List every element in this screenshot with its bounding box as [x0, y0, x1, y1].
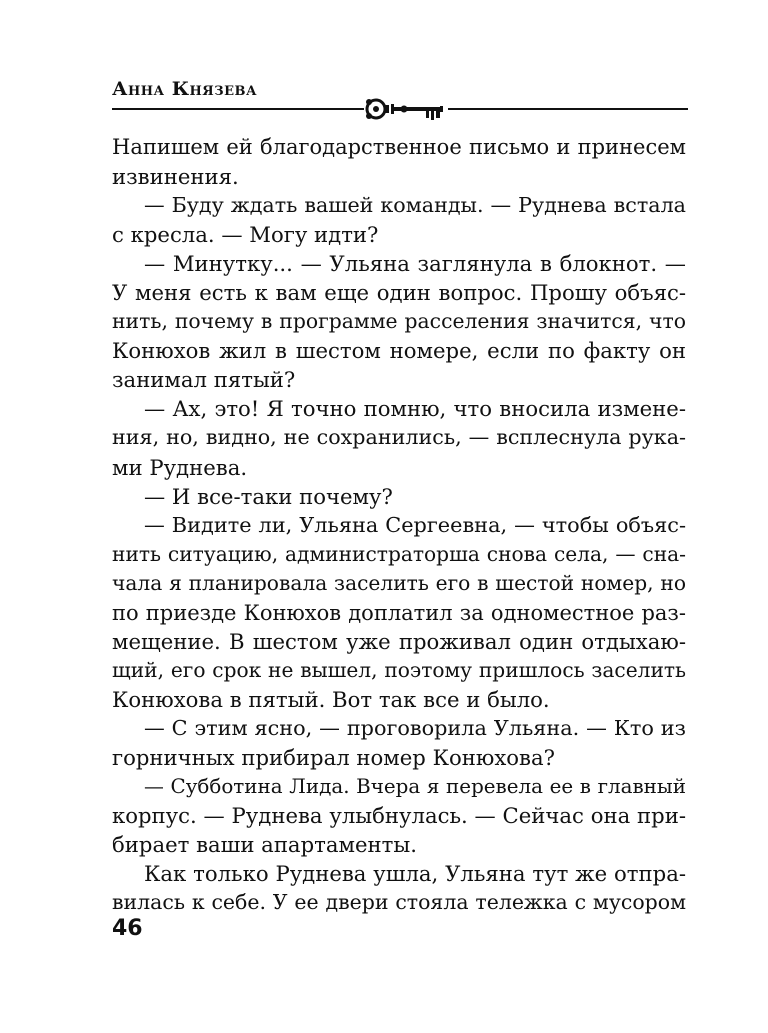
text-line-13: — И все-таки почему? — [144, 483, 393, 509]
text-line-24: корпус. — Руднева улыбнулась. — Сейчас она при- — [112, 803, 686, 829]
text-line-27: вилась к себе. У ее двери стояла тележка с мусором — [112, 890, 686, 915]
text-line-20: Конюхова в пятый. Вот так все и было. — [112, 686, 550, 712]
body-text — [112, 133, 686, 917]
page-number: 46 — [112, 916, 143, 941]
text-line-21: — С этим ясно, — проговорила Ульяна. — Кто из — [144, 715, 686, 740]
text-line-1: Напишем ей благодарственное письмо и принесем — [112, 135, 686, 159]
text-line-19: щий, его срок не вышел, поэтому пришлось заселить — [112, 657, 686, 682]
text-line-8: Конюхов жил в шестом номере, если по факту он — [112, 338, 686, 364]
text-line-9: занимал пятый? — [112, 367, 296, 393]
text-line-17: по приезде Конюхов доплатил за одноместное раз- — [112, 599, 686, 625]
text-line-26: Как только Руднева ушла, Ульяна тут же отпра- — [144, 861, 686, 887]
text-line-25: бирает ваши апартаменты. — [112, 832, 417, 858]
text-line-4: с кресла. — Могу идти? — [112, 222, 379, 248]
text-line-11: ния, но, видно, не сохранились, — всплеснула рука- — [112, 425, 686, 450]
text-line-5: — Минутку... — Ульяна заглянула в блокнот. — — [144, 251, 686, 277]
author-name: Анна Князева — [112, 78, 258, 100]
key-icon — [364, 94, 448, 124]
text-line-6: У меня есть к вам еще один вопрос. Прошу объяс- — [112, 280, 686, 306]
text-line-18: мещение. В шестом уже проживал один отдыхаю- — [112, 628, 686, 654]
text-line-7: нить, почему в программе расселения значится, что — [112, 309, 686, 334]
running-header — [112, 78, 688, 118]
text-line-22: горничных прибирал номер Конюхова? — [112, 744, 555, 770]
text-line-12: ми Руднева. — [112, 454, 248, 480]
text-line-14: — Видите ли, Ульяна Сергеевна, — чтобы объяс- — [144, 512, 686, 537]
text-line-23: — Субботина Лида. Вчера я перевела ее в главный — [144, 775, 686, 799]
text-line-3: — Буду ждать вашей команды. — Руднева встала — [144, 193, 686, 218]
text-line-16: чала я планировала заселить его в шестой номер, но — [112, 570, 686, 595]
text-line-15: нить ситуацию, администраторша снова села, — сна- — [112, 541, 686, 566]
text-line-2: извинения. — [112, 164, 239, 190]
text-line-10: — Ах, это! Я точно помню, что вносила измене- — [144, 396, 686, 422]
